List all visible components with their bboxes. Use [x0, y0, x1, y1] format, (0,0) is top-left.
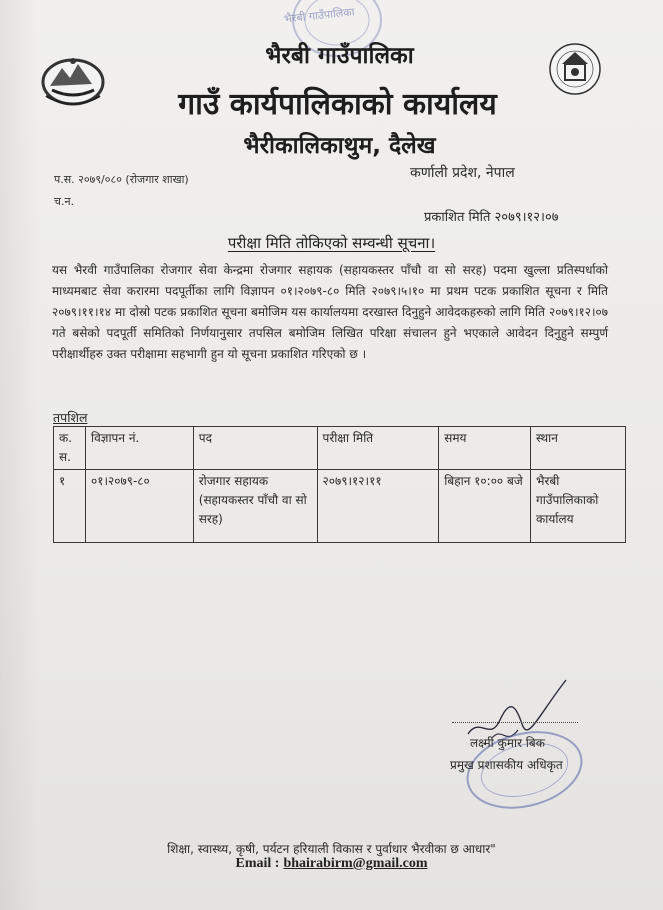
notice-subject: परीक्षा मिति तोकिएको सम्वन्धी सूचना। [227, 234, 436, 252]
cell-time: बिहान १०:०० बजे [439, 470, 531, 543]
table-caption: तपशिल [53, 410, 88, 425]
cell-adv-no: ०१।२०७९-८० [85, 470, 193, 543]
header-post: पद [193, 427, 317, 470]
header-adv-no: विज्ञापन नं. [85, 427, 193, 470]
cell-post: रोजगार सहायक (सहायकस्तर पाँचौ वा सो सरह) [193, 470, 317, 543]
cell-exam-date: २०७९।१२।११ [317, 470, 439, 543]
header-exam-date: परीक्षा मिति [317, 427, 439, 470]
header-sn: क. स. [54, 427, 86, 470]
signatory-title: प्रमुख प्रशासकीय अधिकृत [450, 758, 563, 772]
signature-line [452, 722, 578, 723]
header-venue: स्थान [531, 427, 626, 470]
notice-body: यस भैरवी गाउँपालिका रोजगार सेवा केन्द्रमा रोजगार सहायक (सहायकस्तर पाँचौ वा सो सरह) पदमा खुल्ला प्रतिस्पर्धाको माध्यमबाट सेवा करारमा पदपूर्तीका लागि विज्ञापन ०१।२०७९-८० मिति २०७९।५।१० मा प्रथम पटक प्रकाशित सूचना र मिति २०७९।११।१४ मा दोस्रो पटक प्रकाशित सूचना बमोजिम यस कार्यालयमा दरखास्त दिनुहुने आवेदकहरुको लागि मिति २०७९।१२।०७ गते बसेको पदपूर्ती समितिको निर्णयानुसार तपसिल बमोजिम लिखित परिक्षा संचालन हुने भएकाले आवेदन दिनुहुने सम्पुर्ण परीक्षार्थीहरु उक्त परीक्षामा सहभागी हुन यो सूचना प्रकाशित गरिएको छ । [52, 263, 608, 361]
exam-schedule-table [53, 426, 626, 543]
municipality-name: भैरबी गाउँपालिका [265, 43, 414, 69]
reference-number: प.स. २०७९/०८० (रोजगार शाखा) [54, 173, 189, 186]
signatory-name: लक्ष्मी कुमार बिक [470, 736, 545, 750]
top-stamp-text: भैरबी गाउँपालिका [283, 5, 356, 26]
header-time: समय [439, 427, 531, 470]
province: कर्णाली प्रदेश, नेपाल [410, 165, 515, 181]
cell-venue: भैरबी गाउँपालिकाको कार्यालय [531, 470, 626, 543]
table-header-row [54, 427, 626, 470]
email-address: bhairabirm@gmail.com [283, 856, 428, 871]
table-row [54, 470, 626, 543]
email-label: Email : [235, 856, 280, 871]
office-address: भैरीकालिकाथुम, दैलेख [243, 133, 436, 159]
dispatch-number: च.न. [54, 195, 75, 208]
footer-email [0, 856, 663, 872]
cell-sn: १ [54, 470, 86, 543]
office-name: गाउँ कार्यपालिकाको कार्यालय [178, 87, 497, 122]
published-date: प्रकाशित मिति २०७९।१२।०७ [424, 210, 559, 225]
footer-motto: शिक्षा, स्वास्थ्य, कृषी, पर्यटन हरियाली विकास र पुर्वाधार भैरवीका छ आधार" [167, 842, 496, 856]
